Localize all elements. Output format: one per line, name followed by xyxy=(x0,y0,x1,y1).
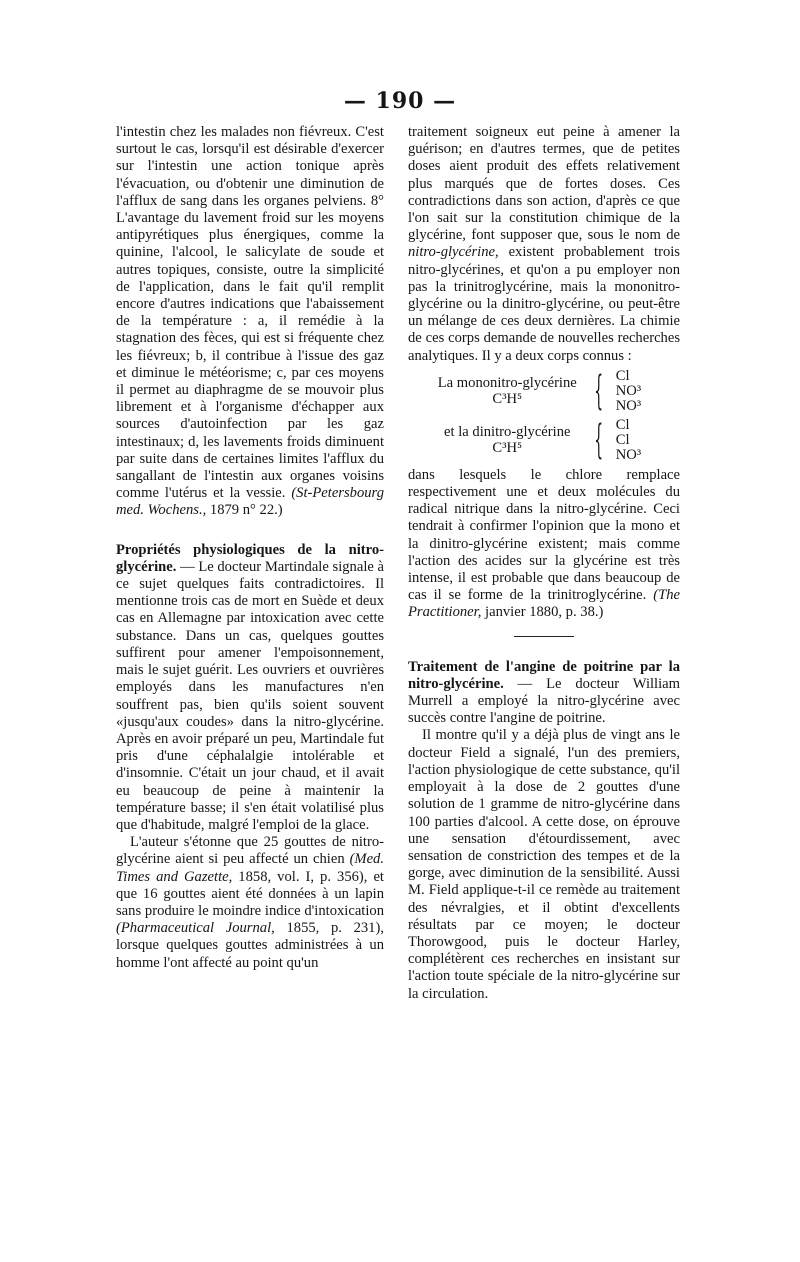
paragraph-traitement-soigneux xyxy=(408,124,680,365)
section-divider xyxy=(514,636,574,637)
heading-proprietes: Propriétés physiologiques de la nitro-glycérine. xyxy=(116,541,384,575)
paragraph-chlore-text: dans lesquels le chlore remplace respectivement une et deux molécules du radical nitrique dans la nitro-glycérine. Ceci tendrait à confirmer l'opinion que la mono et la dinitro-glycérine existent; mais comme l'action des acides sur la glycérine est très intense, il est probable que dans beaucoup de cas il se forme de la trinitroglycérine. xyxy=(408,466,680,604)
formula-group: NO³ xyxy=(615,397,642,414)
heading-angine: Traitement de l'angine de poitrine par la nitro-glycérine. xyxy=(408,658,680,692)
citation-med-times: (Med. Times and Gazette, xyxy=(116,851,385,885)
brace-icon: { xyxy=(594,417,604,464)
citation-st-petersbourg: (St-Petersbourg med. Wochens., xyxy=(116,485,384,519)
citation-practitioner: (The Practitioner, xyxy=(408,587,680,621)
section-angine xyxy=(408,659,680,728)
brace-icon: { xyxy=(594,368,604,415)
right-column xyxy=(408,124,680,1003)
paragraph-auteur-text-c: 1855, p. 231), lorsque quelques gouttes administrées à un homme l'ont affecté au point qu'un xyxy=(116,920,384,971)
paragraph-traitement-text-b: existent probablement trois nitro-glycérines, et qu'on a pu employer non pas la trinitroglycérine, mais la mononitro-glycérine ou la dinitro-glycérine, ou peut-être un mélange de ces deux dernières. La chimie de ces corps demande de nouvelles recherches analytiques. Il y a deux corps connus : xyxy=(408,244,680,364)
formula-group: NO³ xyxy=(615,446,642,463)
formula-group: Cl xyxy=(615,431,630,448)
paragraph-chlore xyxy=(408,467,680,622)
citation-practitioner-date: janvier 1880, p. 38.) xyxy=(485,604,604,621)
paragraph-traitement-text-a: traitement soigneux eut peine à amener la guérison; en d'autres termes, que de petites doses aient produit des effets relativement plus marqués que de fortes doses. Ces contradictions dans son action, d'après ce que l'on sait sur la constitution chimique de la glycérine, font supposer que, sous le nom de xyxy=(408,124,680,244)
paragraph-lavement-text: l'intestin chez les malades non fiévreux. C'est surtout le cas, lorsqu'il est désirable d'exercer sur l'intestin une action tonique après l'évacuation, ou d'obtenir une diminution de l'afflux de sang dans les organes pelviens. 8° L'avantage du lavement froid sur les moyens antipyrétiques plus énergiques, comme la quinine, l'alcool, le salicylate de soude et autres topiques, consiste, outre la simplicité de l'application, dans le fait qu'il remplit encore d'autres indications que l'abaissement de la température : a, il remédie à la stagnation des fèces, qui est si fréquente chez les fiévreux; b, il contribue à l'issue des gaz et diminue le météorisme; c, par ces moyens il permet au diaphragme de se mouvoir plus librement et à l'organisme d'échapper aux sources d'autoinfection par les gaz intestinaux; d, les lavements froids diminuent par suite dans de certaines limites l'afflux du sangallant de l'intestin aux organes voisins comme l'utérus et la vessie. xyxy=(116,124,384,502)
formula-mononitro xyxy=(408,369,680,414)
formula-group: Cl xyxy=(615,367,630,384)
citation-pharmaceutical-journal: (Pharmaceutical Journal, xyxy=(116,920,275,937)
formula-group: Cl xyxy=(615,416,630,433)
section-proprietes xyxy=(116,542,384,834)
formula-group: NO³ xyxy=(615,382,642,399)
left-column xyxy=(116,124,384,972)
paragraph-auteur-text-a: L'auteur s'étonne que 25 gouttes de nitro-glycérine aient si peu affecté un chien xyxy=(116,834,384,868)
formula-dinitro-name: et la dinitro-glycérine C³H⁵ xyxy=(444,424,571,457)
term-nitro-glycerine: nitro-glycérine, xyxy=(408,244,499,261)
citation-st-petersbourg-date: 1879 n° 22.) xyxy=(209,502,283,519)
formula-mononitro-groups xyxy=(616,369,656,414)
paragraph-martindale: — Le docteur Martindale signale à ce sujet quelques faits contradictoires. Il mentionne trois cas de mort en Suède et deux cas en Allemagne par intoxication avec cette substance. Dans un cas, quelques gouttes suffirent pour amener l'empoisonnement, mais le sujet guérit. Les ouvriers et ouvrières employés dans les manufactures n'en souffrent pas, bien qu'ils soient souvent «jusqu'aux coudes» dans la nitro-glycérine. Après en avoir préparé un peu, Martindale fut pris d'une céphalalgie intolérable et d'insomnie. C'était un jour chaud, et il avait eu beaucoup de peine à maintenir la température basse; il s'en était volatilisé plus que d'habitude, malgré l'emploi de la glace. xyxy=(116,558,384,833)
formula-dinitro-groups xyxy=(616,418,656,463)
paragraph-auteur-text-b: 1858, vol. I, p. 356), et que 16 gouttes aient été données à un lapin sans produire le moindre indice d'intoxication xyxy=(116,868,384,919)
paragraph-murrell: — Le docteur William Murrell a employé la nitro-glycérine avec succès contre l'angine de poitrine. xyxy=(408,675,680,727)
paragraph-lavement xyxy=(116,124,384,520)
paragraph-auteur xyxy=(116,834,384,972)
formula-mononitro-name: La mononitro-glycérine C³H⁵ xyxy=(437,375,577,408)
paragraph-field: Il montre qu'il y a déjà plus de vingt ans le docteur Field a signalé, l'un des premiers, l'action physiologique de cette substance, qu'il employait à la dose de 2 gouttes d'une solution de 1 gramme de nitro-glycérine dans 100 parties d'alcool. A cette dose, on éprouve une sensation d'étourdissement, avec sensation de constriction des tempes et de la gorge, avec diminution de la sensibilité. Aussi M. Field applique-t-il ce remède au traitement des névralgies, et il obtint d'excellents résultats par ce moyen; le docteur Thorowgood, puis le docteur Harley, complétèrent ces recherches en insistant sur l'action toute spéciale de la nitro-glycérine sur la circulation. xyxy=(408,727,680,1002)
page-number: — 190 — xyxy=(343,88,457,114)
formula-dinitro xyxy=(408,418,680,463)
